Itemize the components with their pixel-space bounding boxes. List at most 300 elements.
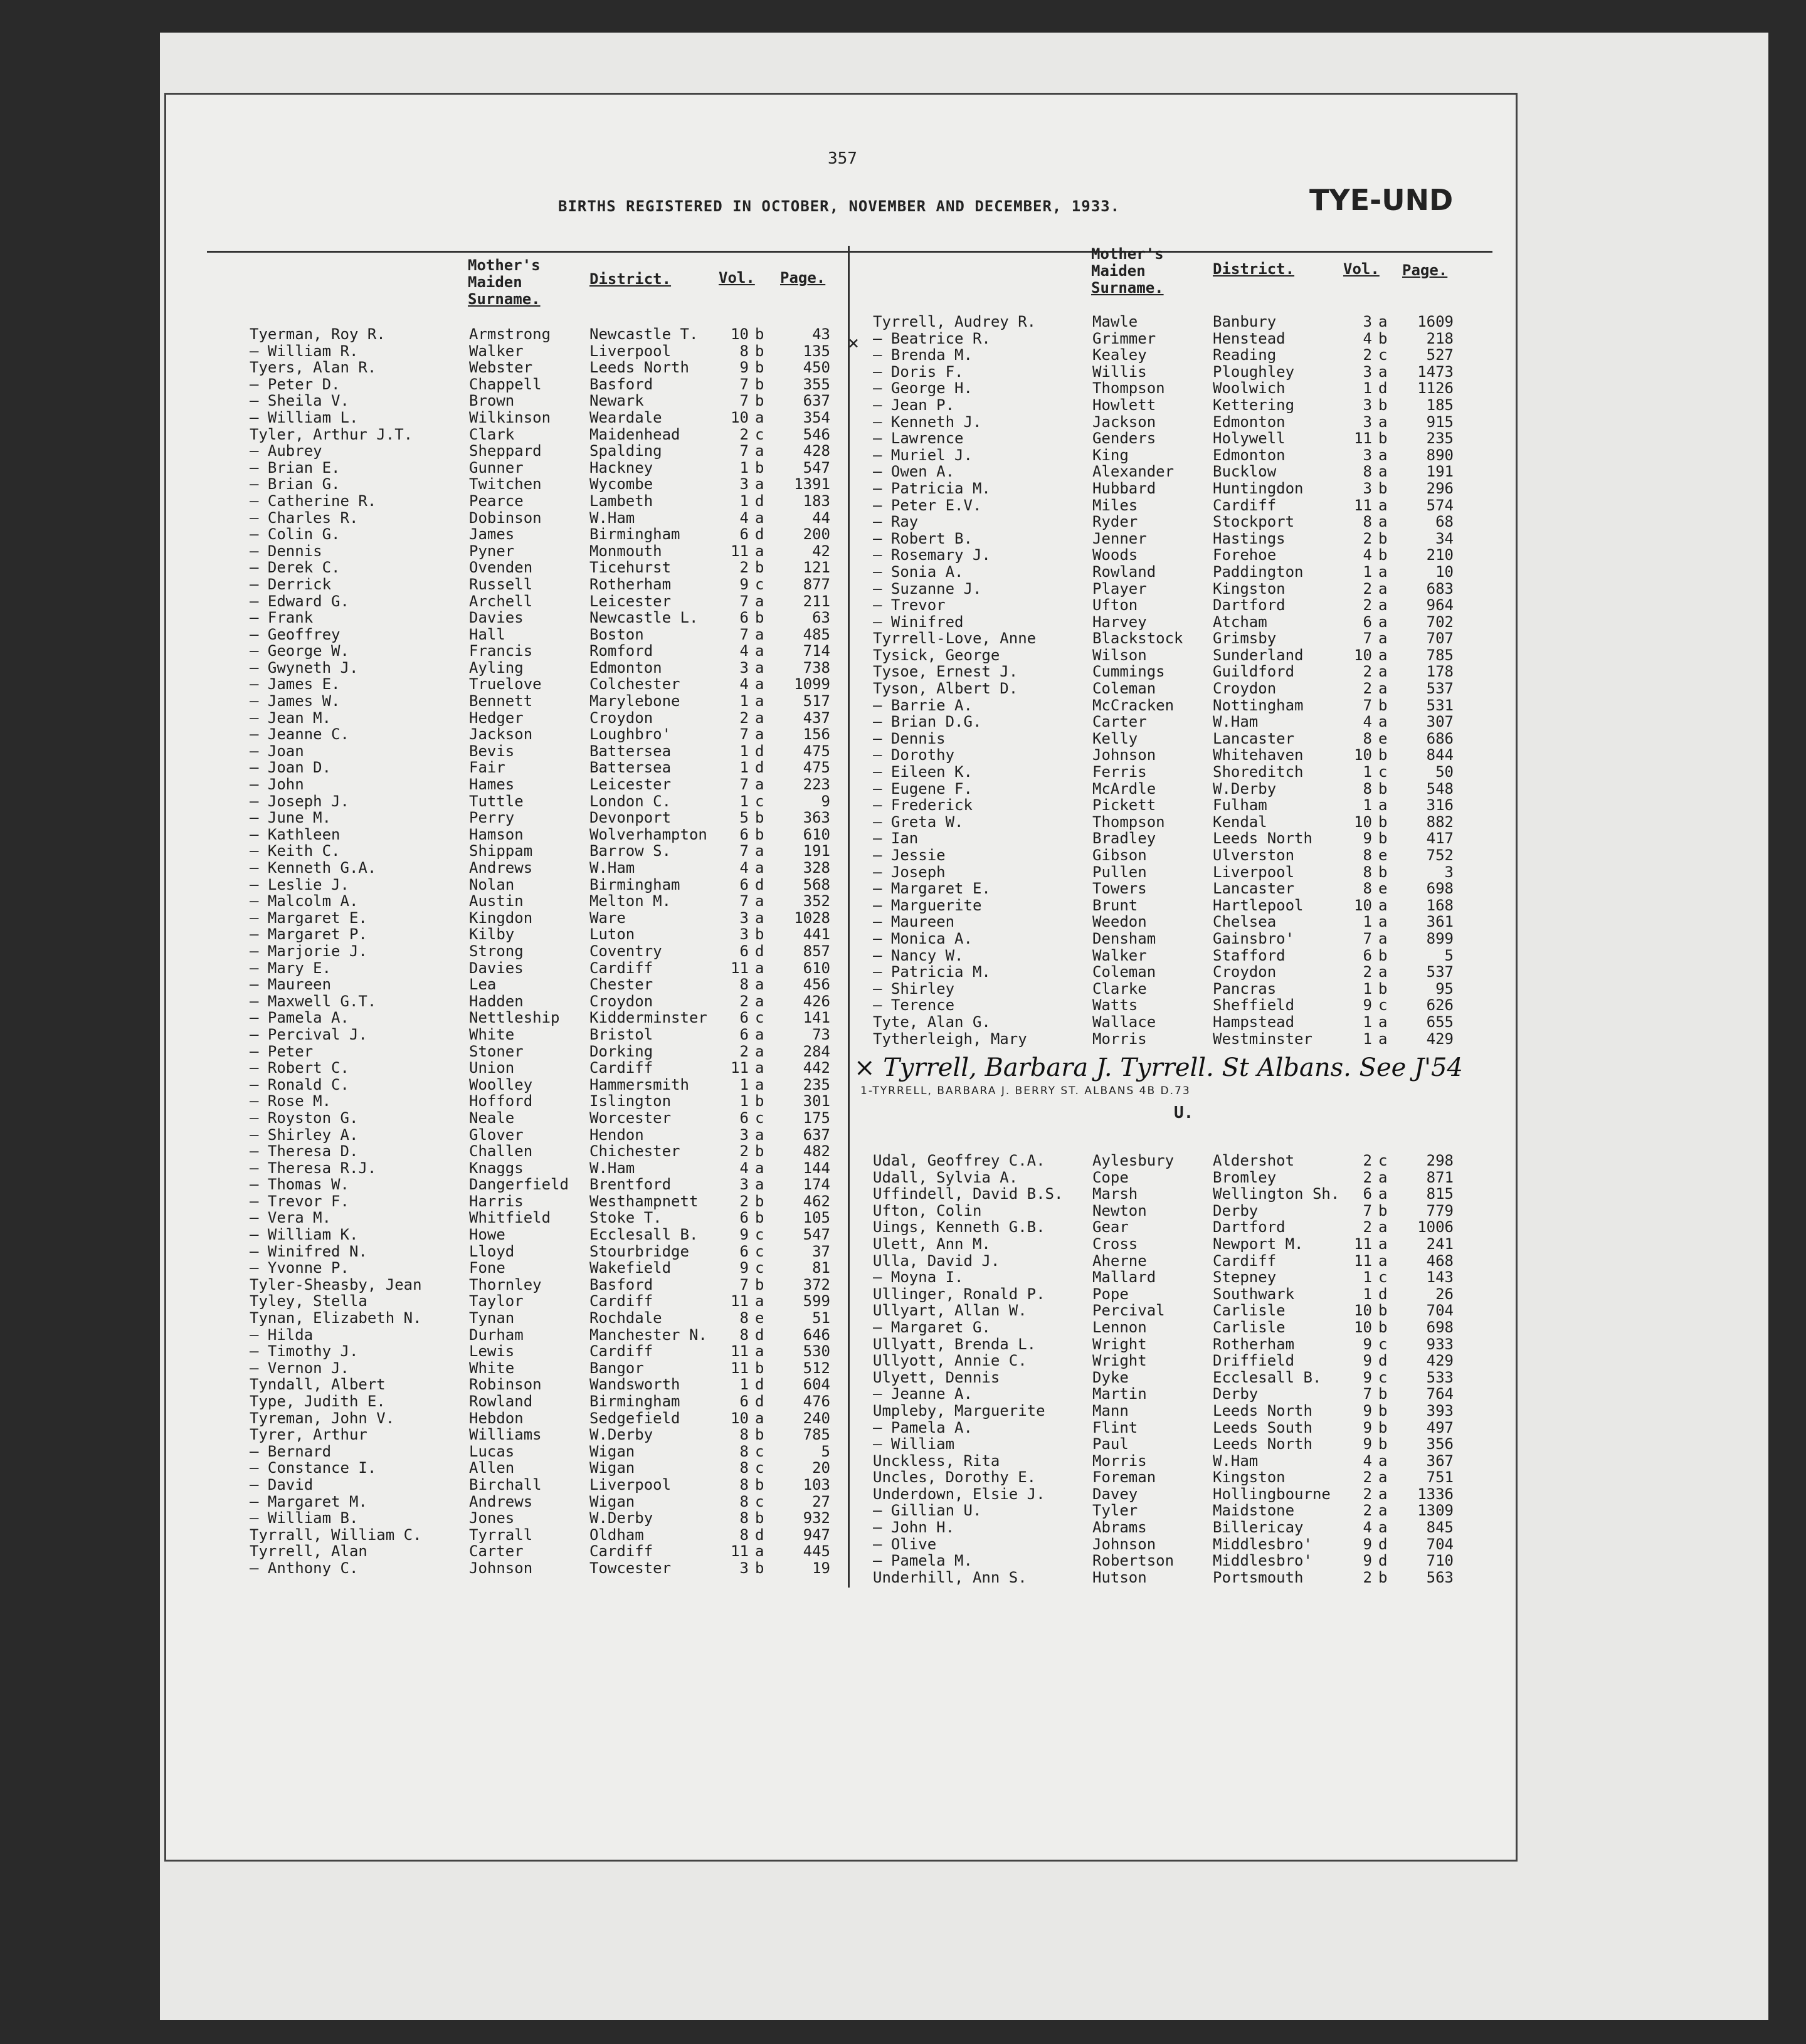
entry-volume: 11 [1354,1251,1372,1270]
entry-volume-letter: b [755,392,764,410]
index-entry [250,1176,852,1193]
entry-volume-letter: a [1378,513,1388,531]
entry-page: 105 [803,1209,830,1227]
entry-volume: 5 [739,809,749,827]
entry-volume: 10 [731,408,749,426]
entry-volume-letter: a [1378,1013,1388,1031]
handwritten-annotation-caption: 1-TYRRELL, BARBARA J. BERRY ST. ALBANS 4B D.73 [860,1085,1191,1097]
entry-page: 235 [1426,429,1454,448]
entry-district: Basford [589,375,653,393]
entry-mother-surname: Andrews [469,859,533,877]
entry-volume-letter: b [755,375,764,393]
entry-page: 1336 [1417,1485,1454,1503]
entry-name: — Joseph J. [250,792,349,810]
entry-volume-letter: c [1378,1368,1388,1386]
entry-mother-surname: Watts [1092,996,1138,1014]
entry-volume: 3 [739,475,749,493]
index-entry [250,526,852,543]
entry-volume-letter: d [755,525,764,544]
entry-volume-letter: a [755,1409,764,1427]
entry-name: Umpleby, Marguerite [873,1401,1045,1420]
entry-volume: 7 [739,592,749,610]
mother-maiden-surname-header: Mother's Maiden Surname. [468,256,541,308]
entry-name: — Frank [250,609,314,627]
entry-page: 785 [803,1426,830,1444]
entry-page: 646 [803,1325,830,1344]
entry-page: 63 [812,609,830,627]
entry-volume: 9 [1363,1418,1372,1436]
entry-mother-surname: Alexander [1092,463,1175,481]
entry-page: 5 [821,1442,830,1460]
index-entry [250,1277,852,1293]
entry-volume-letter: a [755,508,764,527]
entry-page: 445 [803,1542,830,1561]
index-entry [873,1386,1475,1403]
entry-name: — Theresa D. [250,1142,359,1161]
entry-name: — Winifred N. [250,1242,367,1260]
entry-name: — Yvonne P. [250,1259,349,1277]
index-entry [250,1077,852,1093]
entry-volume: 2 [1363,680,1372,698]
entry-volume-letter: c [1378,1335,1388,1353]
entry-mother-surname: Grimmer [1092,329,1156,347]
entry-district: Hartlepool [1213,896,1304,914]
entry-mother-surname: Allen [469,1459,515,1477]
entry-mother-surname: Percival [1092,1302,1165,1320]
index-entry [873,514,1475,530]
entry-name: — Mary E. [250,959,332,977]
entry-name: — Pamela M. [873,1552,973,1570]
entry-mother-surname: Bradley [1092,830,1156,848]
entry-volume: 9 [1363,1552,1372,1570]
handwritten-annotation: × Tyrrell, Barbara J. Tyrrell. St Albans. See J'54 [854,1053,1463,1082]
entry-volume: 8 [739,1525,749,1544]
entry-district: Leeds North [589,359,689,377]
entry-page: 751 [1426,1468,1454,1487]
entry-district: Romford [589,642,653,660]
entry-district: Loughbro' [589,725,672,744]
entry-name: — Jeanne A. [873,1385,973,1403]
entry-name: — Marguerite [873,896,982,914]
index-entry [250,359,852,376]
entry-district: Aldershot [1213,1152,1295,1169]
entry-name: — Winifred [873,613,964,631]
entry-mother-surname: Pyner [469,542,515,560]
index-entry [873,597,1475,614]
entry-volume: 3 [739,658,749,677]
entry-mother-surname: Carter [469,1542,524,1561]
index-entry [873,880,1475,897]
entry-name: Tyrer, Arthur [250,1426,367,1444]
entry-volume-letter: b [755,325,764,343]
entry-volume-letter: a [1378,1235,1388,1253]
entry-mother-surname: Knaggs [469,1159,524,1177]
index-entry [873,430,1475,447]
entry-mother-surname: Wilson [1092,646,1147,664]
entry-page: 537 [1426,680,1454,698]
entry-district: Lancaster [1213,880,1295,898]
entry-district: Forehoe [1213,546,1277,564]
index-entry [873,1236,1475,1253]
entry-page: 530 [803,1342,830,1361]
index-entry [873,564,1475,581]
index-entry [250,460,852,477]
entry-mother-surname: Harvey [1092,613,1147,631]
entry-mother-surname: Aylesbury [1092,1152,1175,1169]
entry-volume-letter: a [1378,713,1388,731]
entry-mother-surname: Fone [469,1259,505,1277]
entry-mother-surname: Ovenden [469,559,533,577]
entry-volume: 8 [1363,779,1372,798]
entry-volume-letter: b [1378,1401,1388,1420]
entry-mother-surname: Archell [469,592,533,610]
index-entry [873,781,1475,798]
entry-volume: 6 [1363,613,1372,631]
entry-page: 437 [803,709,830,727]
entry-page: 141 [803,1009,830,1027]
entry-district: W.Ham [589,1159,635,1177]
entry-mother-surname: Nolan [469,875,515,893]
index-entry [250,1293,852,1310]
entry-mother-surname: Morris [1092,1030,1147,1048]
entry-volume-letter: a [1378,362,1388,381]
entry-name: — Jean M. [250,709,332,727]
entry-volume: 8 [1363,880,1372,898]
entry-district: Stoke T. [589,1209,662,1227]
entry-name: — Anthony C. [250,1559,359,1577]
entry-volume: 7 [739,375,749,393]
entry-volume-letter: a [755,692,764,710]
index-entry [250,1009,852,1026]
entry-volume-letter: c [755,1492,764,1510]
entry-volume-letter: b [755,1509,764,1527]
index-entry [873,1436,1475,1453]
index-entry [250,543,852,560]
entry-district: Hendon [589,1125,644,1144]
entry-volume: 2 [1363,346,1372,364]
entry-volume: 10 [1354,646,1372,664]
entry-volume-letter: b [1378,429,1388,448]
entry-name: — Doris F. [873,362,964,381]
entry-district: Wigan [589,1442,635,1460]
entry-district: Grimsby [1213,630,1277,648]
entry-district: Colchester [589,675,680,693]
entry-page: 738 [803,658,830,677]
entry-page: 37 [812,1242,830,1260]
entry-district: Cardiff [589,1542,653,1561]
entry-district: Basford [589,1275,653,1293]
entry-volume-letter: a [755,709,764,727]
entry-page: 27 [812,1492,830,1510]
entry-page: 1006 [1417,1218,1454,1236]
entry-name: — Trevor F. [250,1192,349,1210]
entry-mother-surname: Gunner [469,458,524,477]
entry-district: Monmouth [589,542,662,560]
index-entry [250,609,852,626]
entry-name: — Rose M. [250,1092,332,1110]
entry-district: Newark [589,392,644,410]
entry-district: Croydon [589,992,653,1010]
index-entry [250,409,852,426]
entry-volume: 7 [739,442,749,460]
entry-district: Hackney [589,458,653,477]
entry-district: Islington [589,1092,672,1110]
entry-district: Birmingham [589,1393,680,1410]
entry-page: 372 [803,1275,830,1293]
entry-mother-surname: Walker [469,342,524,360]
entry-volume-letter: e [1378,729,1388,747]
entry-name: — Peter D. [250,375,341,393]
district-header: District. [589,270,672,288]
mother-maiden-surname-header: Mother's Maiden Surname. [1091,245,1164,297]
entry-district: Wakefield [589,1259,672,1277]
entry-name: Tyers, Alan R. [250,359,377,377]
entry-district: Huntingdon [1213,479,1304,497]
entry-mother-surname: Davies [469,609,524,627]
entry-district: Carlisle [1213,1302,1286,1320]
entry-name: — Muriel J. [873,446,973,464]
entry-volume: 2 [1363,1468,1372,1487]
entry-district: Dartford [1213,1218,1286,1236]
index-entry [873,947,1475,964]
entry-volume-letter: e [755,1309,764,1327]
entry-volume: 6 [739,1209,749,1227]
entry-volume-letter: a [755,842,764,860]
entry-page: 44 [812,508,830,527]
entry-mother-surname: Shippam [469,842,533,860]
entry-mother-surname: Sheppard [469,442,542,460]
entry-volume: 7 [739,392,749,410]
entry-volume-letter: a [1378,463,1388,481]
entry-volume-letter: d [1378,379,1388,398]
entry-volume-letter: b [1378,946,1388,964]
entry-volume: 7 [1363,929,1372,947]
index-entry [250,1360,852,1377]
entry-name: Tysoe, Ernest J. [873,663,1018,681]
entry-name: — Brenda M. [873,346,973,364]
entry-page: 50 [1435,763,1454,781]
entry-volume: 10 [1354,1302,1372,1320]
entry-mother-surname: Durham [469,1325,524,1344]
entry-district: Kingston [1213,1468,1286,1487]
entry-page: 1609 [1417,313,1454,330]
entry-volume: 6 [739,875,749,893]
index-entry [250,1527,852,1544]
entry-mother-surname: Bevis [469,742,515,760]
entry-mother-surname: Pickett [1092,796,1156,814]
entry-name: Ulyett, Dennis [873,1368,1000,1386]
entry-district: Ecclesall B. [589,1226,699,1244]
entry-district: Billericay [1213,1519,1304,1537]
entry-name: — Sonia A. [873,562,964,581]
entry-volume: 8 [739,976,749,994]
entry-district: Guildford [1213,663,1295,681]
entry-mother-surname: Player [1092,579,1147,598]
entry-district: Wycombe [589,475,653,493]
entry-volume: 8 [739,1475,749,1493]
entry-mother-surname: Webster [469,359,533,377]
entry-name: — Beatrice R. [873,329,991,347]
entry-page: 604 [803,1376,830,1394]
entry-volume: 1 [1363,979,1372,998]
entry-mother-surname: Dangerfield [469,1176,569,1194]
entry-volume-letter: a [755,1542,764,1561]
entry-volume: 9 [1363,996,1372,1014]
entry-name: — Lawrence [873,429,964,448]
entry-volume-letter: b [1378,1418,1388,1436]
index-entry [250,1510,852,1527]
index-entry [873,480,1475,497]
entry-district: Leicester [589,776,672,794]
entry-district: Driffield [1213,1352,1295,1370]
entry-district: Southwark [1213,1285,1295,1303]
index-entry [250,910,852,927]
entry-mother-surname: Woolley [469,1075,533,1093]
entry-volume: 11 [731,1059,749,1077]
entry-district: Gainsbro' [1213,929,1295,947]
index-entry [873,630,1475,647]
entry-volume: 3 [739,1559,749,1577]
entry-name: Udal, Geoffrey C.A. [873,1152,1045,1169]
entry-district: Carlisle [1213,1318,1286,1336]
entry-district: Birmingham [589,525,680,544]
entry-mother-surname: Francis [469,642,533,660]
entry-mother-surname: White [469,1359,515,1377]
entry-mother-surname: Clark [469,425,515,443]
entry-volume-letter: c [755,1459,764,1477]
entry-name: — Rosemary J. [873,546,991,564]
entry-volume: 1 [739,792,749,810]
entry-page: 857 [803,942,830,960]
entry-page: 1099 [794,675,830,693]
entry-name: — Frederick [873,796,973,814]
entry-name: — Patricia M. [873,479,991,497]
entry-volume: 11 [731,542,749,560]
index-entry [873,1403,1475,1420]
surname-range-tag: TYE-UND [1309,183,1454,217]
entry-volume: 4 [739,642,749,660]
entry-volume: 10 [731,325,749,343]
index-entry [250,1226,852,1243]
entry-mother-surname: James [469,525,515,544]
entry-volume: 11 [731,1292,749,1310]
entry-page: 51 [812,1309,830,1327]
entry-page: 42 [812,542,830,560]
entry-name: — Vera M. [250,1209,332,1227]
entry-volume: 8 [739,1325,749,1344]
entry-district: Weardale [589,408,662,426]
entry-district: Kendal [1213,813,1267,831]
entry-district: Newcastle T. [589,325,699,343]
entry-mother-surname: Mawle [1092,313,1138,330]
index-entry [873,914,1475,930]
entry-volume-letter: a [755,542,764,560]
index-entry [250,1327,852,1344]
entry-name: — Kathleen [250,825,341,843]
entry-page: 43 [812,325,830,343]
entry-volume: 2 [1363,1168,1372,1186]
entry-volume-letter: d [755,1525,764,1544]
entry-mother-surname: Fair [469,759,505,777]
entry-volume-letter: d [755,492,764,510]
entry-page: 752 [1426,846,1454,864]
entry-page: 428 [803,442,830,460]
entry-page: 1309 [1417,1502,1454,1520]
entry-district: Wigan [589,1492,635,1510]
entry-volume-letter: b [755,458,764,477]
entry-district: Worcester [589,1109,672,1127]
entry-volume-letter: a [755,1059,764,1077]
index-entry [873,1420,1475,1436]
index-entry [250,877,852,893]
entry-name: Uncles, Dorothy E. [873,1468,1037,1487]
index-entry [250,693,852,710]
index-entry [873,347,1475,364]
entry-district: Stockport [1213,513,1295,531]
entry-volume-letter: a [755,1176,764,1194]
entry-district: Edmonton [1213,413,1286,431]
entry-volume-letter: b [755,359,764,377]
entry-district: Fulham [1213,796,1267,814]
entry-page: 527 [1426,346,1454,364]
entry-page: 698 [1426,880,1454,898]
entry-district: Ploughley [1213,362,1295,381]
index-entry [873,981,1475,998]
index-entry [873,1536,1475,1553]
entry-page: 81 [812,1259,830,1277]
entry-volume-letter: a [755,1042,764,1060]
entry-name: — Marjorie J. [250,942,367,960]
entry-volume-letter: b [755,1475,764,1493]
entry-page: 548 [1426,779,1454,798]
index-entry [250,1443,852,1460]
entry-district: Cardiff [589,1342,653,1361]
index-entry [250,1543,852,1560]
entry-page: 211 [803,592,830,610]
entry-mother-surname: Andrews [469,1492,533,1510]
index-entry [250,559,852,576]
entry-volume-letter: d [755,1376,764,1394]
entry-volume: 1 [739,1376,749,1394]
index-entry [873,930,1475,947]
entry-mother-surname: Chappell [469,375,542,393]
entry-name: — Terence [873,996,955,1014]
entry-volume-letter: e [1378,846,1388,864]
index-entry [873,747,1475,764]
entry-name: — Nancy W. [873,946,964,964]
entry-mother-surname: Strong [469,942,524,960]
index-entry [250,1127,852,1144]
entry-volume-letter: a [1378,646,1388,664]
page-number: 357 [828,149,857,168]
entry-mother-surname: Rowland [1092,562,1156,581]
entry-name: — Sheila V. [250,392,349,410]
entry-volume: 8 [1363,463,1372,481]
entry-mother-surname: Harris [469,1192,524,1210]
entry-mother-surname: Martin [1092,1385,1147,1403]
entry-volume: 6 [739,1109,749,1127]
index-entry [250,759,852,776]
entry-page: 702 [1426,613,1454,631]
entry-district: Leeds North [1213,830,1312,848]
entry-mother-surname: Whitfield [469,1209,551,1227]
entry-mother-surname: Kilby [469,925,515,944]
entry-mother-surname: Challen [469,1142,533,1161]
entry-district: W.Ham [589,859,635,877]
index-entry [873,864,1475,881]
entry-page: 354 [803,408,830,426]
entry-mother-surname: Lea [469,976,497,994]
